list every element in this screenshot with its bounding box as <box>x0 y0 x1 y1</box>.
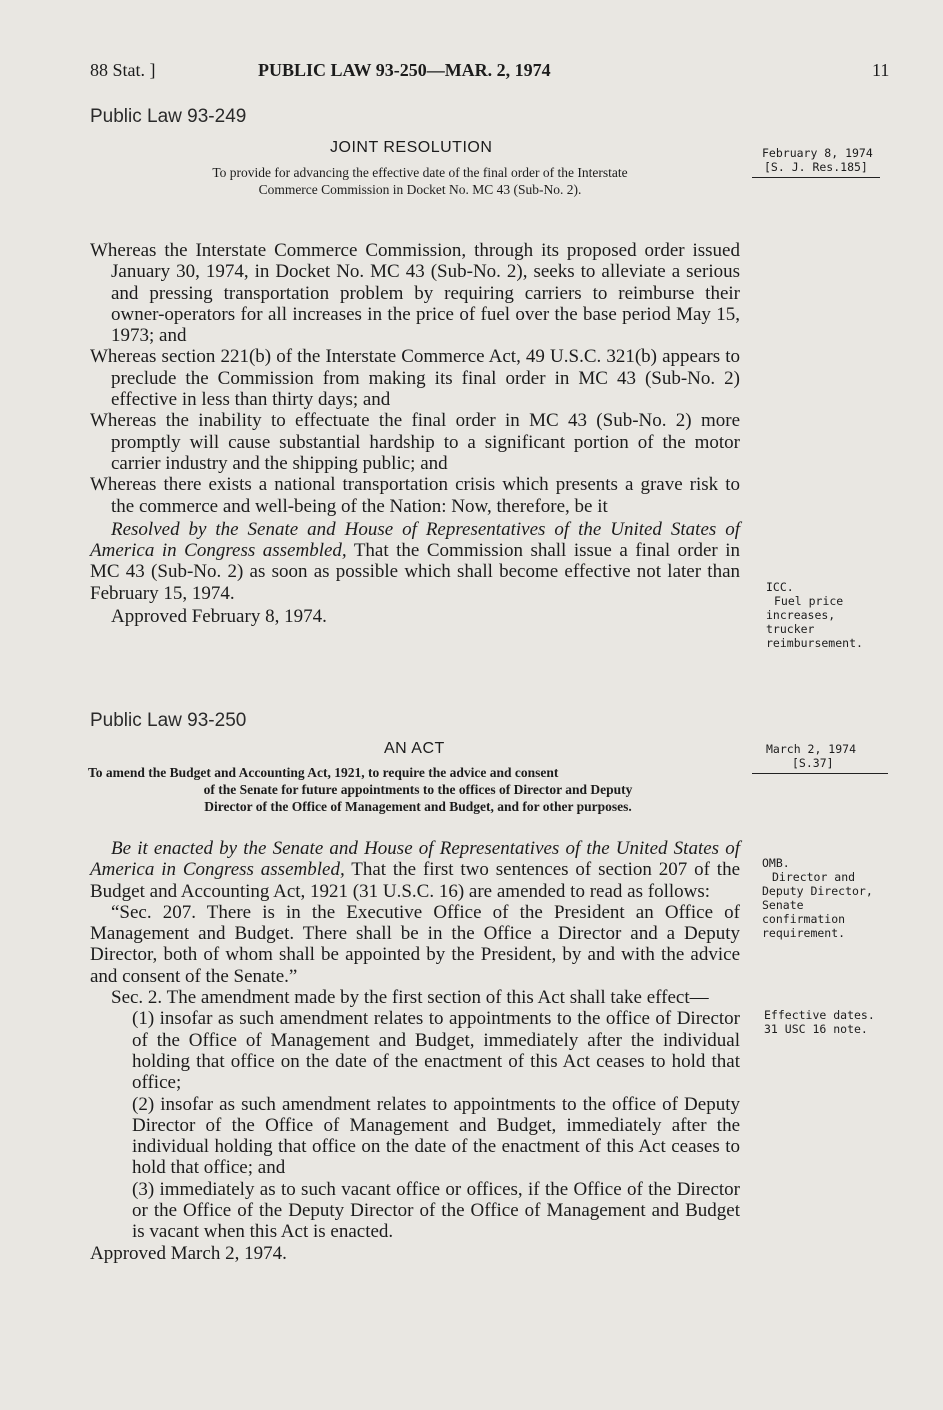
law2-purpose-line3: Director of the Office of Management and Budget, and for other purposes. <box>204 799 632 814</box>
law1-purpose <box>60 164 780 198</box>
law1-body <box>90 240 740 627</box>
law2-item-1-text: (1) insofar as such amendment relates to appointments to the office of Director of the Office of Management and Budget, immediately after the individual holding that office on the date of the enactment of this Act ceases to hold that office; <box>132 1008 740 1094</box>
law1-type: JOINT RESOLUTION <box>330 139 493 156</box>
law1-note-body: Fuel price increases, trucker reimbursement. <box>766 594 863 650</box>
law2-item-3 <box>111 1179 740 1243</box>
law2-note2-line1: Effective dates. <box>764 1008 875 1022</box>
law2-sec207: “Sec. 207. There is in the Executive Office of the President an Office of Management and Budget. There shall be in the Office a Director and a Deputy Director, both of whom shall be appointed by the President, by and with the advice and consent of the Senate.” <box>90 901 740 987</box>
law1-title: Public Law 93-249 <box>90 106 247 127</box>
law2-margin-date: March 2, 1974 <box>766 742 857 756</box>
header-volume: 88 Stat. ] <box>90 60 156 80</box>
law2-type: AN ACT <box>384 740 445 757</box>
law2-enacting-rest: That the first two sentences of section 207 of the Budget and Accounting Act, 1921 (31 U.S.C. 16) are amended to read as follows: <box>90 859 741 902</box>
law1-whereas-1: Whereas the Interstate Commerce Commission, through its proposed order issued January 30, 1974, in Docket No. MC 43 (Sub-No. 2), seeks to alleviate a serious and pressing transportation problem by requiring carriers to reimburse their owner-operators for all increases in the price of fuel over the base period May 15, 1973; and <box>90 240 740 347</box>
header-page-number: 11 <box>872 60 890 80</box>
header-title: PUBLIC LAW 93-250—MAR. 2, 1974 <box>258 60 551 80</box>
law2-enacting-italic: Be it enacted by the Senate and House of Representatives of the United States of America in Congress assembled, <box>90 838 740 881</box>
law1-whereas-2: Whereas section 221(b) of the Interstate Commerce Act, 49 U.S.C. 321(b) appears to preclude the Commission from making its final order in MC 43 (Sub-No. 2) effective in less than thirty days; and <box>90 346 740 411</box>
law2-note1-body: Director and Deputy Director, Senate confirmation requirement. <box>762 870 873 940</box>
law1-whereas-3: Whereas the inability to effectuate the final order in MC 43 (Sub-No. 2) more promptly will cause substantial hardship to a significant portion of the motor carrier industry and the shipping public; and <box>90 410 740 474</box>
law2-item-2-text: (2) insofar as such amendment relates to appointments to the office of Deputy Director of the Office of Management and Budget, immediately after the individual holding that office on the date of the enactment of this Act ceases to hold that office; and <box>132 1093 740 1179</box>
law1-purpose-line1: To provide for advancing the effective date of the final order of the Interstate <box>212 165 628 180</box>
law2-purpose-line1: To amend the Budget and Accounting Act, 1921, to require the advice and consent <box>88 765 559 780</box>
law2-purpose <box>88 764 748 815</box>
law2-sec2: Sec. 2. The amendment made by the first section of this Act shall take effect— <box>111 987 709 1009</box>
law2-note2-line2: 31 USC 16 note. <box>764 1022 868 1036</box>
law2-item-2 <box>111 1094 740 1179</box>
law2-note1-head: OMB. <box>762 856 790 870</box>
law1-approved: Approved February 8, 1974. <box>111 606 327 628</box>
law1-purpose-line2: Commerce Commission in Docket No. MC 43 (Sub-No. 2). <box>258 182 582 197</box>
law2-title: Public Law 93-250 <box>90 710 247 731</box>
law2-enacting-clause <box>90 838 740 902</box>
law2-body <box>90 838 740 1264</box>
law1-marginal-note <box>766 580 876 650</box>
law2-margin-rule <box>752 773 888 774</box>
law1-resolved-clause <box>90 519 740 604</box>
law1-whereas-4: Whereas there exists a national transportation crisis which presents a grave risk to the commerce and well-being of the Nation: Now, therefore, be it <box>90 474 740 517</box>
law1-margin-ref: [S. J. Res.185] <box>764 160 868 174</box>
law2-item-1 <box>111 1008 740 1093</box>
law2-item-3-text: (3) immediately as to such vacant office or offices, if the Office of the Director or the Office of the Deputy Director of the Office of Management and Budget is vacant when this Act is enacted. <box>132 1178 740 1243</box>
law2-approved: Approved March 2, 1974. <box>90 1242 287 1264</box>
law1-margin-date: February 8, 1974 <box>762 146 873 160</box>
law1-resolved-rest: That the Commission shall issue a final order in MC 43 (Sub-No. 2) as soon as possible which shall become effective not later than February 15, 1974. <box>90 540 740 604</box>
law1-margin-rule <box>752 177 880 178</box>
law1-note-head: ICC. <box>766 580 794 594</box>
law2-margin-ref: [S.37] <box>792 756 834 770</box>
law2-marginal-note-2 <box>764 1008 875 1036</box>
law2-marginal-note-1 <box>762 856 880 940</box>
law2-purpose-line2: of the Senate for future appointments to the offices of Director and Deputy <box>203 782 633 797</box>
law1-resolved-italic: Resolved by the Senate and House of Representatives of the United States of America in Congress assembled, <box>90 518 740 562</box>
